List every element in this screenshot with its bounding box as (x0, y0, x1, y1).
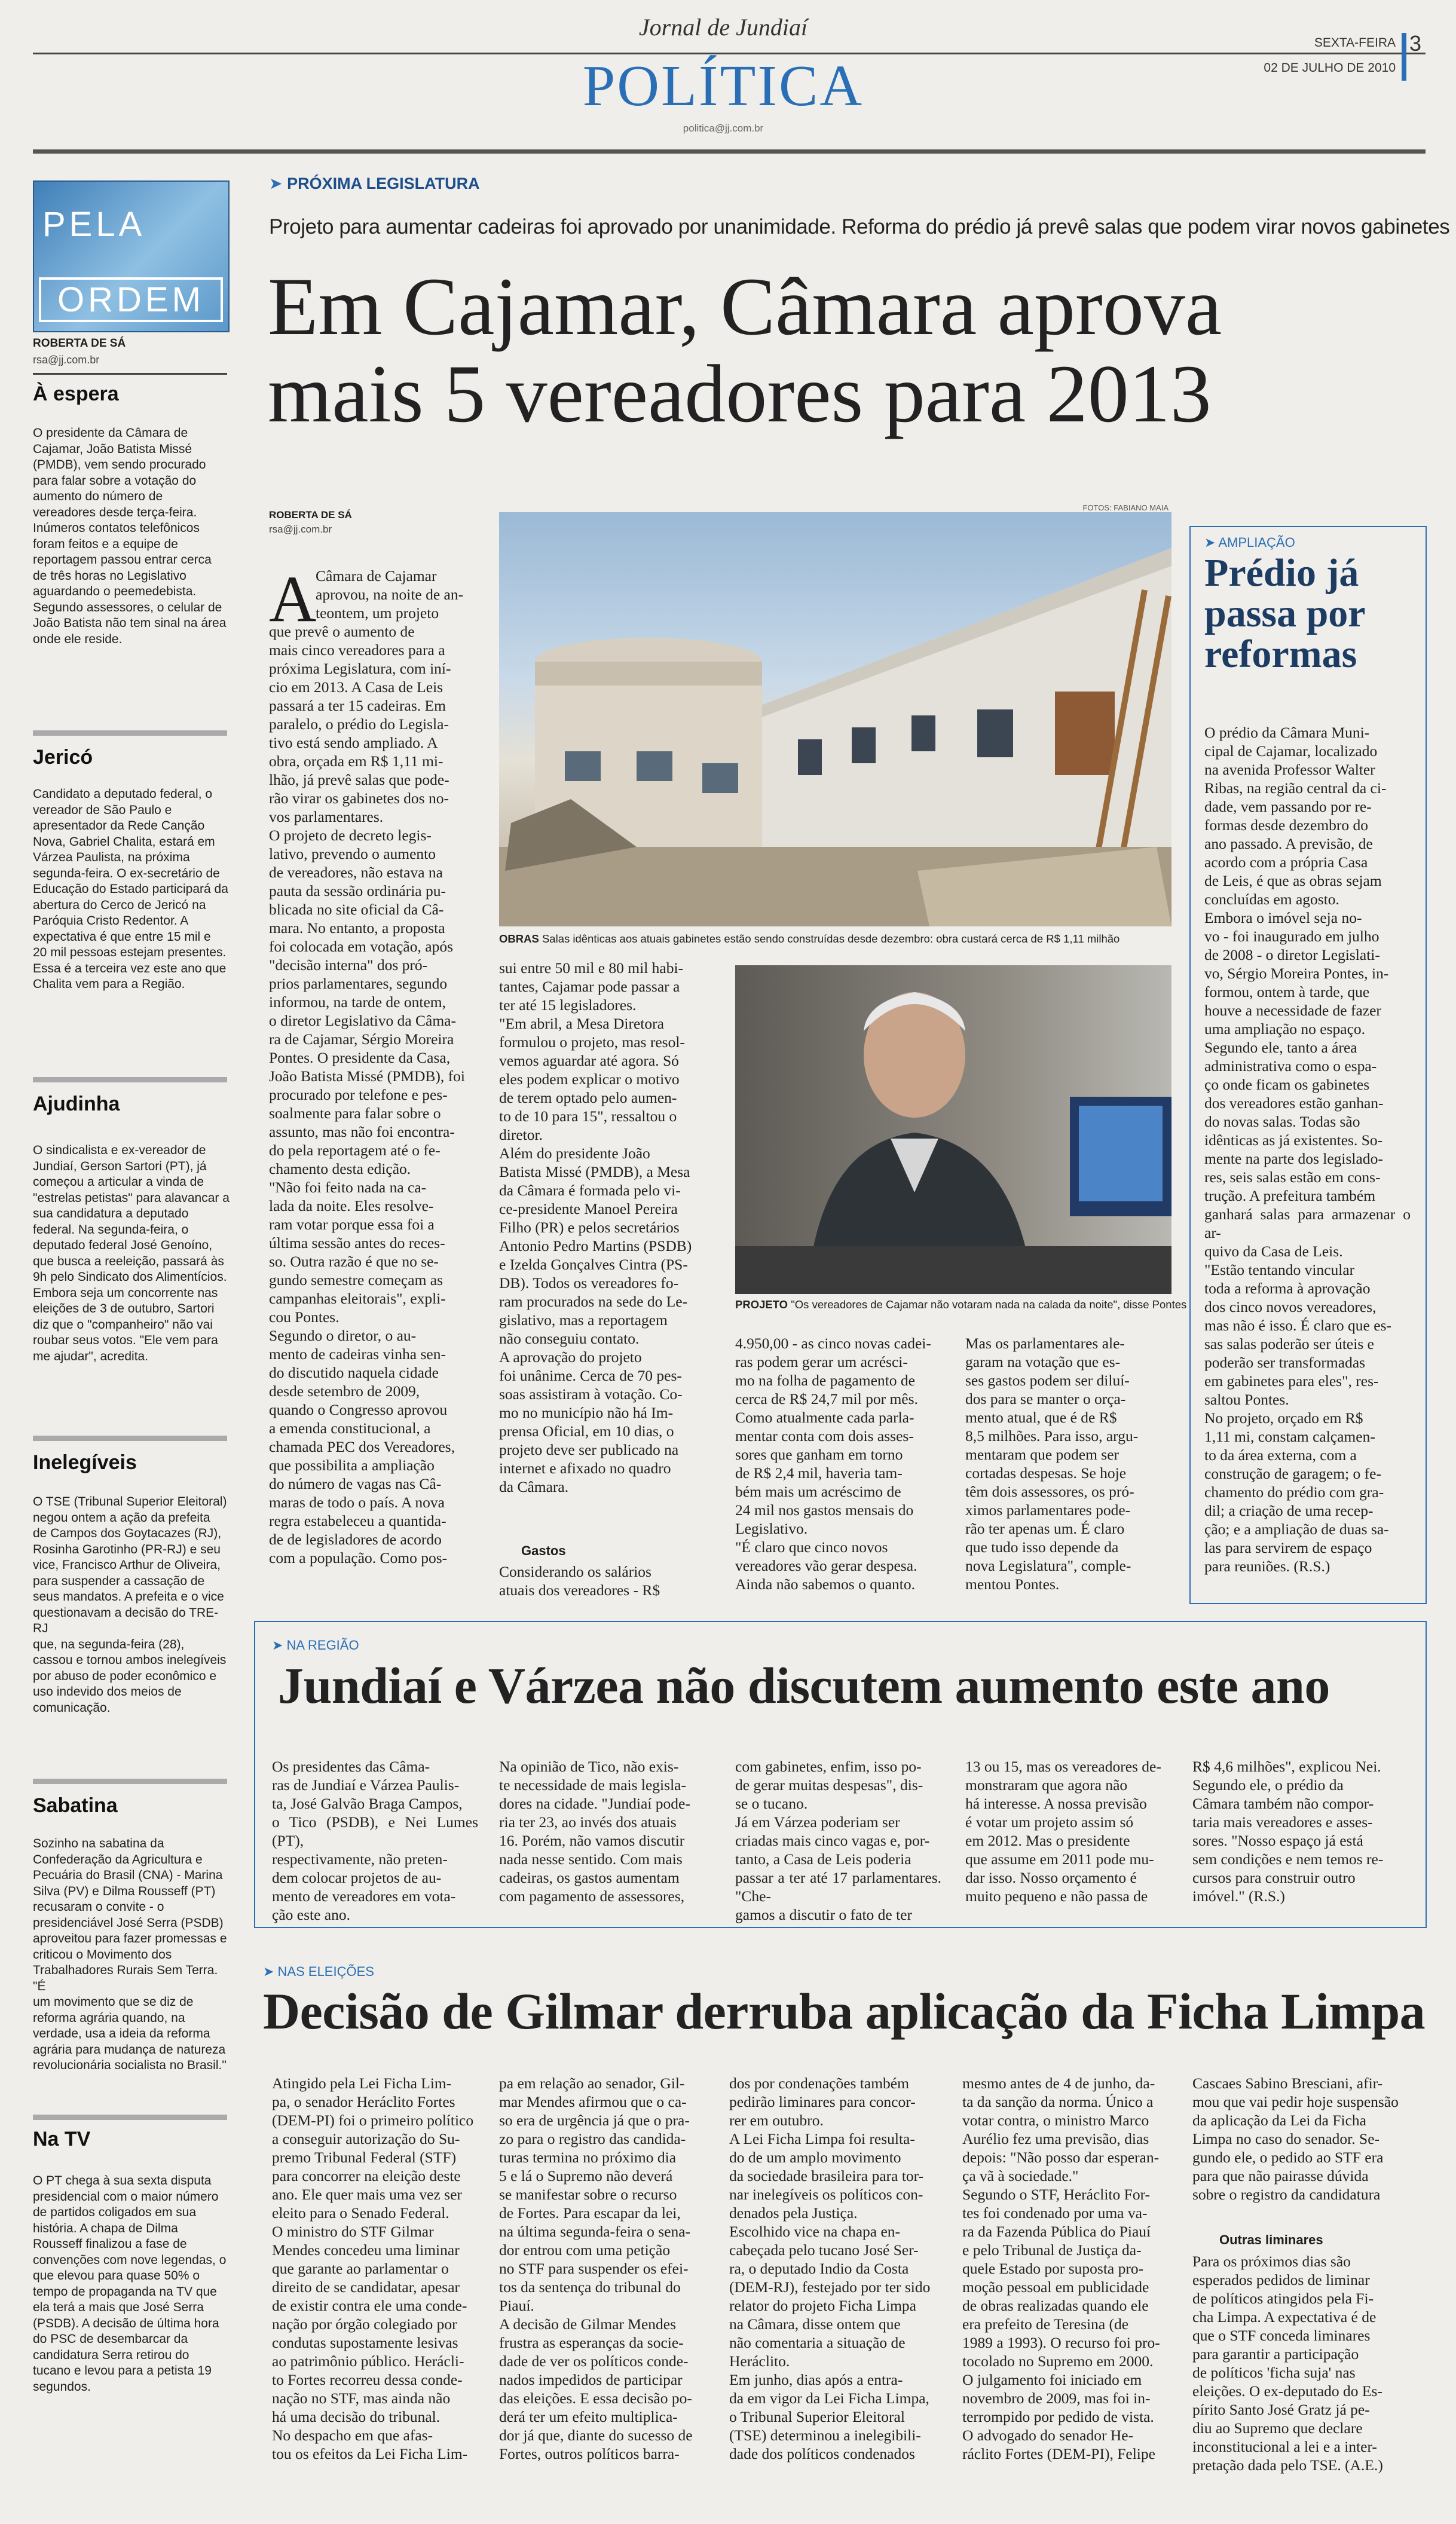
main-headline-line1: Em Cajamar, Câmara aprova (268, 261, 1222, 352)
main-col1-line: campanhas eleitorais", expli- (269, 1290, 446, 1307)
column-item-text: O TSE (Tribunal Superior Eleitoral) negou ontem a ação da prefeita de Campos dos Goytacazes (RJ), Rosinha Garotinho (PR-RJ) e seu vice, Francisco Arthur de Oliveira, para suspender a cassação de seus mandatos. A prefeita e o vice questionavam a decisão do TRE-RJ que, na segunda-feira (28), cassou e tornou ambos inelegíveis por abuso de poder econômico e uso indevido dos meios de comunicação. (33, 1495, 227, 1715)
region-col2: Na opinião de Tico, não exis- te necessidade de mais legisla- dores na cidade. "Jundiaí pode- ria ter 23, ao invés dos atuais 16. Porém, não vamos discutir nada nesse sentido. Com mais cadeiras, os gastos aumentam com pagamento de assessores, (499, 1758, 690, 1905)
chevron-right-icon: ➤ (269, 175, 287, 192)
main-author: ROBERTA DE SÁ (269, 509, 352, 521)
column-item-text: Sozinho na sabatina da Confederação da Agricultura e Pecuária do Brasil (CNA) - Marina Silva (PV) e Dilma Rousseff (PT) recusaram o convite - o presidenciável José Serra (PSDB) aproveitou para fazer promessas e criticou o Movimento dos Trabalhadores Rurais Sem Terra. "É um movimento que se diz de reforma agrária quando, na verdade, usa a ideia da reforma agrária para mudança de natureza revolucionária socialista no Brasil." (33, 1837, 227, 2072)
region-col3: com gabinetes, enfim, isso po- de gerar muitas despesas", dis- se o tucano. Já em Várzea poderiam ser criadas mais cinco vagas e, por- tanto, a Casa de Leis poderia passar a ter até 17 parlamentares. "Che- gamos a discutir o fato de ter (735, 1758, 941, 1923)
column-item-text: O presidente da Câmara de Cajamar, João Batista Missé (PMDB), vem sendo procurado para falar sobre a votação do aumento do número de vereadores desde terça-feira. Inúmeros contatos telefônicos foram feitos e a equipe de reportagem passou entrar cerca de três horas no Legislativo aguardando o peemedebista. Segundo assessores, o celular de João Batista não tem sinal na área onde ele reside. (33, 426, 227, 646)
election-headline: Decisão de Gilmar derruba aplicação da Ficha Limpa (263, 1983, 1426, 2040)
main-col1-line: foi colocada em votação, após (269, 938, 453, 955)
main-col1-line: prios parlamentares, segundo (269, 975, 448, 992)
page-number: 3 (1409, 31, 1422, 56)
main-col1-line: blicada no site oficial da Câ- (269, 901, 444, 918)
main-col1-line: aprovou, na noite de an- (316, 586, 464, 603)
main-col1-line: cou Pontes. (269, 1308, 339, 1326)
photo2-caption: PROJETO "Os vereadores de Cajamar não votaram nada na calada da noite", disse Pontes (735, 1298, 1187, 1311)
sidebar-headline-line2: passa por (1204, 592, 1366, 635)
main-col1-line: mento de cadeiras vinha sen- (269, 1345, 446, 1363)
sidebar-headline (1204, 553, 1366, 675)
election-col5-b: Para os próximos dias são esperados pedidos de liminar de políticos atingidos pela Fi- cha Limpa. A expectativa é de que o STF conceda liminares para garantir a participação de políticos 'ficha suja' nas eleições. O ex-deputado do Es- pírito Santo José Gratz já pe- diu ao Supremo que declare inconstitucional a lei e a inter- pretação dada pelo TSE. (A.E.) (1192, 2253, 1383, 2474)
column-author: ROBERTA DE SÁ (33, 337, 126, 350)
main-col4: Mas os parlamentares ale- garam na votação que es- ses gastos podem ser diluí- dos para se manter o orça- mento atual, que é de R$ 8,5 milhões. Para isso, argu- mentaram que podem ser cortadas despesas. Se hoje têm dois assessores, os pró- ximos parlamentares pode- rão ter apenas um. É claro que tudo isso depende da nova Legislatura", comple- mentou Pontes. (965, 1335, 1139, 1593)
column-item-title: À espera (33, 383, 119, 405)
sidebar-text: O prédio da Câmara Muni- cipal de Cajamar, localizado na avenida Professor Walter Ribas, na região central da ci- dade, vem passando por re- formas desde dezembro do ano passado. A previsão, de acordo com a própria Casa de Leis, é que as obras sejam concluídas em agosto. Embora o imóvel seja no- vo - foi inaugurado em julho de 2008 - o diretor Legislati- vo, Sérgio Moreira Pontes, in- formou, ontem à tarde, que houve a necessidade de fazer uma ampliação no espaço. Segundo ele, tanto a área administrativa como o espa- ço onde ficam os gabinetes dos vereadores estão ganhan- do novas salas. Todas são idênticas as já existentes. So- mente na parte dos legislado- res, seis salas estão em cons- trução. A prefeitura também ganhará salas para armazenar o ar- quivo da Casa de Leis. "Estão tentando vincular toda a reforma à aprovação dos cinco novos vereadores, mas não é isso. É claro que es- sas salas poderão ser úteis e poderão ser transformadas em gabinetes para eles", res- saltou Pontes. No projeto, orçado em R$ 1,11 mi, constam calçamen- to da área externa, com a construção de garagem; o fe- chamento do prédio com gra- dil; a criação de uma recep- ção; e a ampliação de duas sa- las para servirem de espaço para reuniões. (R.S.) (1204, 724, 1411, 1575)
main-col1-line: quando o Congresso aprovou (269, 1401, 448, 1418)
photo1-caption: OBRAS Salas idênticas aos atuais gabinetes estão sendo construídas desde dezembro: obra custará cerca de R$ 1,11 milhão (499, 932, 1120, 945)
column-item-title: Ajudinha (33, 1093, 120, 1115)
main-col1-line: ram votar porque essa foi a (269, 1216, 435, 1233)
main-col3: 4.950,00 - as cinco novas cadei- ras podem gerar um acrésci- mo na folha de pagamento de cerca de R$ 24,7 mil por mês. Como atualmente cada parla- mentar conta com dois asses- sores que ganham em torno de R$ 2,4 mil, haveria tam- bém mais um acréscimo de 24 mil nos gastos mensais do Legislativo. "É claro que cinco novos vereadores vão gerar despesa. Ainda não sabemos o quanto. (735, 1335, 931, 1593)
header-date: 02 DE JULHO DE 2010 (1264, 61, 1396, 75)
photo-portrait (735, 965, 1171, 1294)
column-item-title: Sabatina (33, 1794, 118, 1817)
main-col1-line: chamada PEC dos Vereadores, (269, 1438, 455, 1455)
election-col4: mesmo antes de 4 de junho, da- ta da sanção da norma. Único a votar contra, o ministro Marco Aurélio fez uma previsão, dias depois: "Não posso dar esperan- ça vã à sociedade." Segundo o STF, Heráclito For- tes foi condenado por uma va- ra da Fazenda Pública do Piauí e pelo Tribunal de Justiça da- quele Estado por suposta pro- moção pessoal em publicidade de obras realizadas quando ele era prefeito de Teresina (de 1989 a 1993). O recurso foi pro- tocolado no Supremo em 2000. O julgamento foi iniciado em novembro de 2009, mas foi in- terrompido por pedido de vista. O advogado do senador He- ráclito Fortes (DEM-PI), Felipe (962, 2075, 1160, 2462)
main-email[interactable]: rsa@jj.com.br (269, 524, 332, 535)
main-col2: sui entre 50 mil e 80 mil habi- tantes, Cajamar pode passar a ter até 15 legisladores. "Em abril, a Mesa Diretora formulou o projeto, mas resol- vemos aguardar até agora. Só eles podem explicar o motivo de terem optado pelo aumen- to de 10 para 15", ressaltou o diretor. Além do presidente João Batista Missé (PMDB), a Mesa da Câmara é formada pelo vi- ce-presidente Manoel Pereira Filho (PR) e pelos secretários Antonio Pedro Martins (PSDB) e Izelda Gonçalves Cintra (PS- DB). Todos os vereadores fo- ram procurados na sede do Le- gislativo, mas a reportagem não conseguiu contato. A aprovação do projeto foi unânime. Cerca de 70 pes- soas assistiram à votação. Co- mo no município não há Im- prensa Oficial, em 10 dias, o projeto deve ser publicado na internet e afixado no quadro da Câmara. (499, 959, 692, 1495)
column-logo (33, 180, 230, 332)
main-col1-line: cio em 2013. A Casa de Leis (269, 678, 443, 696)
column-item-title: Inelegíveis (33, 1451, 137, 1474)
main-col1-line: vos parlamentares. (269, 808, 384, 825)
main-col1-line: lativo, prevendo o aumento (269, 845, 436, 862)
main-col1-line: João Batista Missé (PMDB), foi (269, 1067, 465, 1085)
main-col1-line: ra de Cajamar, Sérgio Moreira (269, 1030, 454, 1048)
photo-construction (499, 512, 1171, 926)
column-item-text: Candidato a deputado federal, o vereador de São Paulo e apresentador da Rede Canção Nova, Gabriel Chalita, estará em Várzea Paulista, na próxima segunda-feira. O ex-secretário de Educação do Estado participará da abertura do Cerco de Jericó na Paróquia Cristo Redentor. A expectativa é que entre 15 mil e 20 mil pessoas estejam presentes. Essa é a terceira vez este ano que Chalita vem para a Região. (33, 787, 228, 991)
header-weekday: SEXTA-FEIRA (1314, 36, 1396, 50)
main-kicker: ➤ PRÓXIMA LEGISLATURA (269, 175, 480, 192)
sidebar-kicker: ➤ AMPLIAÇÃO (1204, 535, 1295, 550)
main-col1-line: desde setembro de 2009, (269, 1382, 420, 1400)
election-col5-subhead: Outras liminares (1219, 2232, 1323, 2247)
main-col1-line: do discutido naquela cidade (269, 1364, 439, 1381)
column-logo-line2: ORDEM (39, 277, 223, 322)
main-col1-line: "Não foi feito nada na ca- (269, 1179, 427, 1196)
main-col1-line: informou, na tarde de ontem, (269, 993, 446, 1011)
main-col1-line: teontem, um projeto (316, 604, 439, 622)
main-col1-line: assunto, mas não foi encontra- (269, 1123, 455, 1140)
main-col1-line: passará a ter 15 cadeiras. Em (269, 697, 446, 714)
main-col1-line: "decisão interna" dos pró- (269, 956, 428, 974)
main-col2-b: Considerando os salários atuais dos vereadores - R$ (499, 1563, 660, 1599)
region-col4: 13 ou 15, mas os vereadores de- monstraram que agora não há interesse. A nossa previsão é votar um projeto assim só em 2012. Mas o presidente que assume em 2011 pode mu- dar isso. Nosso orçamento é muito pequeno e não passa de (965, 1758, 1161, 1905)
election-col3: dos por condenações também pedirão liminares para concor- rer em outubro. A Lei Ficha Limpa foi resulta- do de um amplo movimento da sociedade brasileira para tor- nar inelegíveis os políticos con- denados pela Justiça. Escolhido vice na chapa en- cabeçada pelo tucano José Ser- ra, o deputado Indio da Costa (DEM-RJ), festejado por ter sido relator do projeto Ficha Limpa na Câmara, disse ontem que não comentaria a situação de Heráclito. Em junho, dias após a entra- da em vigor da Lei Ficha Limpa, o Tribunal Superior Eleitoral (TSE) determinou a inelegibili- dade dos políticos condenados (729, 2075, 931, 2462)
main-col2-subhead: Gastos (521, 1543, 566, 1558)
region-col1: Os presidentes das Câma- ras de Jundiaí e Várzea Paulis- ta, José Galvão Braga Campos, o Tico (PSDB), e Nei Lumes (PT), respectivamente, não preten- dem colocar projetos de au- mento de vereadores em vota- ção este ano. (272, 1758, 478, 1923)
main-col1-line: lhão, já prevê salas que pode- (269, 771, 449, 788)
main-col1-line: a emenda constitucional, a (269, 1419, 431, 1437)
person-portrait-icon (735, 965, 1171, 1294)
page-number-bar (1402, 33, 1406, 81)
main-col1-line: do número de vagas nas Câ- (269, 1475, 442, 1492)
main-col1-line: soalmente para falar sobre o (269, 1105, 441, 1122)
main-col1-line: Pontes. O presidente da Casa, (269, 1049, 451, 1066)
main-col1-line: gundo semestre começam as (269, 1271, 443, 1289)
region-col5: R$ 4,6 milhões", explicou Nei. Segundo ele, o prédio da Câmara também não compor- taria mais vereadores e asses- sores. "Nosso espaço já está sem condições e nem temos re- cursos para construir outro imóvel." (R.S.) (1192, 1758, 1384, 1905)
photo-credit: FOTOS: FABIANO MAIA (1082, 503, 1169, 512)
main-col1-line: que possibilita a ampliação (269, 1457, 435, 1474)
main-subhead: Projeto para aumentar cadeiras foi aprovado por unanimidade. Reforma do prédio já prevê salas que podem virar novos gabinetes (269, 215, 1450, 238)
sidebar-headline-line1: Prédio já (1204, 551, 1359, 595)
chevron-right-icon: ➤ (1204, 535, 1219, 550)
masthead: Jornal de Jundiaí (638, 14, 808, 41)
column-divider (33, 1077, 227, 1082)
main-col1-line: o diretor Legislativo da Câma- (269, 1012, 456, 1029)
main-col1-line: mais cinco vereadores para a (269, 641, 445, 659)
main-col1-line: paralelo, o prédio do Legisla- (269, 715, 449, 733)
main-col1-line: do pela reportagem até o fe- (269, 1142, 441, 1159)
main-col1-line: chamento desta edição. (269, 1160, 411, 1177)
column-rule (33, 373, 227, 375)
main-headline-line2: mais 5 vereadores para 2013 (268, 348, 1212, 439)
section-email[interactable]: politica@jj.com.br (683, 123, 764, 134)
main-col1-line: última sessão antes do reces- (269, 1234, 445, 1252)
election-col1: Atingido pela Lei Ficha Lim- pa, o senador Heráclito Fortes (DEM-PI) foi o primeiro político a conseguir autorização do Su- premo Tribunal Federal (STF) para concorrer na eleição deste ano. Ele quer mais uma vez ser eleito para o Senado Federal. O ministro do STF Gilmar Mendes concedeu uma liminar que garante ao parlamentar o direito de se candidatar, apesar de existir contra ele uma conde- nação por órgão colegiado por condutas supostamente lesivas ao patrimônio público. Herácli- to Fortes recorreu dessa conde- nação no STF, mas ainda não há uma decisão do tribunal. No despacho em que afas- tou os efeitos da Lei Ficha Lim- (272, 2075, 474, 2462)
column-email[interactable]: rsa@jj.com.br (33, 354, 100, 366)
election-col5: Cascaes Sabino Bresciani, afir- mou que vai pedir hoje suspensão da aplicação da Lei da Ficha Limpa no caso do senador. Se- gundo ele, o pedido ao STF era para que não pairasse dúvida sobre o registro da candidatura (1192, 2075, 1399, 2203)
main-col1-line: procurado por telefone e pes- (269, 1086, 448, 1103)
column-item-title: Jericó (33, 746, 93, 769)
main-col1 (269, 562, 484, 1567)
main-col1-line: rão virar os gabinetes dos no- (269, 790, 449, 807)
column-divider (33, 730, 227, 736)
main-col1-line: regra estabeleceu a quantida- (269, 1512, 446, 1529)
main-col1-line: de vereadores, não estava na (269, 864, 443, 881)
column-divider (33, 1779, 227, 1784)
main-col1-line: maras de todo o país. A nova (269, 1494, 445, 1511)
main-headline (268, 263, 1439, 438)
sidebar-headline-line3: reformas (1204, 632, 1357, 676)
main-col1-line: mara. No entanto, a proposta (269, 919, 445, 937)
main-col1-line: tivo está sendo ampliado. A (269, 734, 438, 751)
column-item-text: O PT chega à sua sexta disputa presidencial com o maior número de partidos coligados em sua história. A chapa de Dilma Rousseff finalizou a fase de convenções com nove legendas, o que elevou para quase 50% o tempo de propaganda na TV que ela terá a mais que José Serra (PSDB). A decisão de última hora do PSC de desembarcar da candidatura Serra retirou do tucano e levou para a petista 19 segundos. (33, 2174, 227, 2394)
main-col1-line: pauta da sessão ordinária pu- (269, 882, 446, 900)
election-kicker: ➤ NAS ELEIÇÕES (263, 1964, 374, 1979)
header-rule-bottom (33, 149, 1426, 154)
main-col1-line: Câmara de Cajamar (316, 567, 437, 585)
main-col1-line: de de legisladores de acordo (269, 1531, 442, 1548)
region-headline: Jundiaí e Várzea não discutem aumento este ano (278, 1657, 1330, 1714)
main-col1-line: que prevê o aumento de (269, 623, 415, 640)
column-divider (33, 1436, 227, 1441)
election-col2: pa em relação ao senador, Gil- mar Mendes afirmou que o ca- so era de urgência já que o pra- zo para o registro das candida- turas termina no próximo dia 5 e lá o Supremo não deverá se manifestar sobre o recurso de Fortes. Para escapar da lei, na última segunda-feira o sena- dor entrou com uma petição no STF para suspender os efei- tos da sentença do tribunal do Piauí. A decisão de Gilmar Mendes frustra as esperanças da socie- dade de ver os políticos conde- nados impedidos de participar das eleições. E essa decisão po- derá ter um efeito multiplica- dor já que, diante do sucesso de Fortes, outros políticos barra- (499, 2075, 693, 2462)
region-kicker: ➤ NA REGIÃO (272, 1638, 359, 1653)
main-col1-line: Segundo o diretor, o au- (269, 1327, 417, 1344)
column-logo-line1: PELA (42, 205, 146, 244)
construction-scene-icon (499, 512, 1171, 926)
main-col1-line: lada da noite. Eles resolve- (269, 1197, 434, 1214)
main-col1-line: obra, orçada em R$ 1,11 mi- (269, 752, 443, 770)
main-col1-line: com a população. Como pos- (269, 1549, 448, 1567)
main-col1-line: so. Outra razão é que no se- (269, 1253, 439, 1270)
column-item-title: Na TV (33, 2128, 91, 2150)
dropcap: A (269, 562, 317, 635)
main-col1-line: O projeto de decreto legis- (269, 827, 432, 844)
section-title: POLÍTICA (582, 54, 864, 118)
chevron-right-icon: ➤ (272, 1638, 287, 1653)
column-item-text: O sindicalista e ex-vereador de Jundiaí, Gerson Sartori (PT), já começou a articular a vinda de "estrelas petistas" para alavancar a sua candidatura a deputado federal. Na segunda-feira, o deputado federal José Genoíno, que busca a reeleição, passará às 9h pelo Sindicato dos Alimentícios. Embora seja um concorrente nas eleições de 3 de outubro, Sartori diz que o "companheiro" não vai roubar seus votos. "Ele vem para me ajudar", acredita. (33, 1143, 230, 1363)
main-col1-line: próxima Legislatura, com iní- (269, 660, 451, 677)
column-divider (33, 2115, 227, 2120)
chevron-right-icon: ➤ (263, 1964, 278, 1979)
